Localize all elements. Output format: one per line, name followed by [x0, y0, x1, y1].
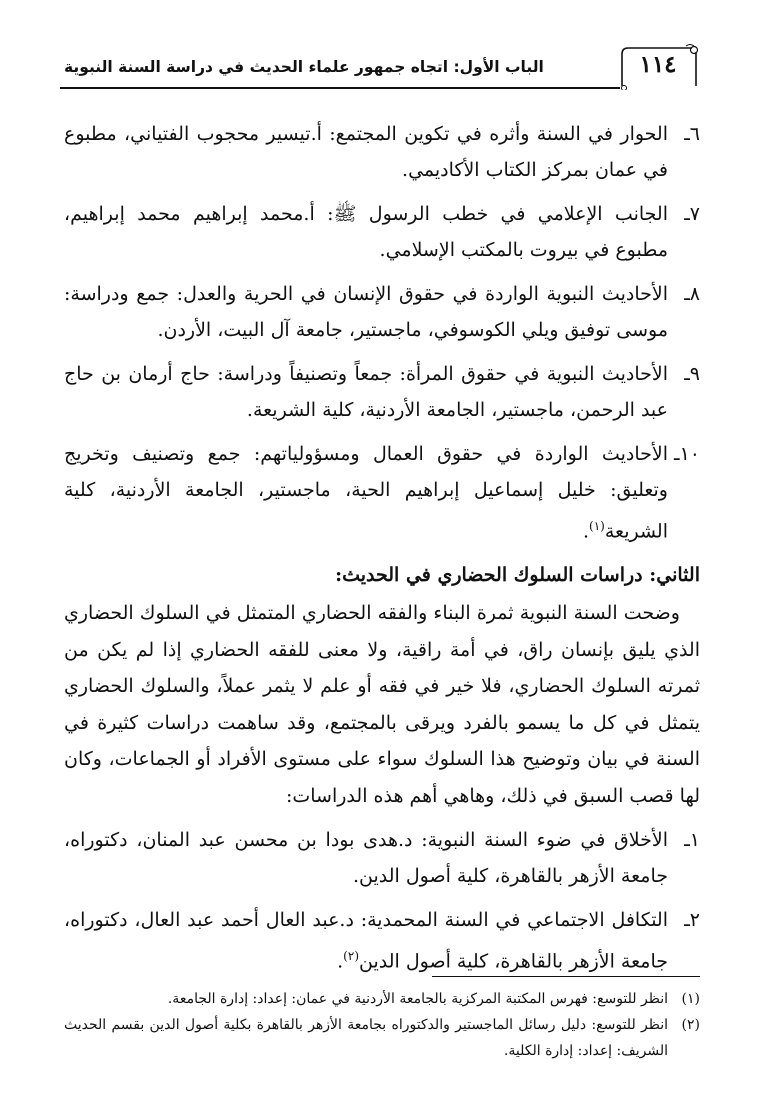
header-divider: [60, 87, 620, 89]
item-text: الأخلاق في ضوء السنة النبوية: د.هدى بودا بن محسن عبد المنان، دكتوراه، جامعة الأزهر بالقاهرة، كلية أصول الدين.: [64, 829, 668, 888]
footnote-divider: [432, 976, 700, 977]
list-item: [64, 196, 700, 268]
list-item: [64, 356, 700, 428]
item-text: [64, 436, 668, 549]
item-number: ١ـ: [684, 829, 700, 852]
list-item: [64, 276, 700, 348]
list-item: [64, 822, 700, 894]
item-text-body: الأحاديث الواردة في حقوق العمال ومسؤولياتهم: جمع وتصنيف وتخريج وتعليق: خليل إسماعيل إبراهيم الحية، ماجستير، الجامعة الأردنية، كلية الشريعة: [64, 443, 668, 543]
footnote-number: (٢): [681, 1017, 700, 1033]
item-number: ٨ـ: [684, 283, 700, 305]
item-text: [64, 902, 668, 979]
item-text-body: التكافل الاجتماعي في السنة المحمدية: د.عبد العال أحمد عبد العال، دكتوراه، جامعة الأزهر بالقاهرة، كلية أصول الدين: [64, 909, 668, 973]
footnote-text: انظر للتوسع: دليل رسائل الماجستير والدكتوراه بجامعة الأزهر بالقاهرة بكلية أصول الدين بقسم الحديث الشريف: إعداد: إدارة الكلية.: [64, 1017, 668, 1059]
item-text: الحوار في السنة وأثره في تكوين المجتمع: أ.تيسير محجوب الفتياني، مطبوع في عمان بمركز الكتاب الأكاديمي.: [64, 123, 668, 181]
chapter-title: الباب الأول: اتجاه جمهور علماء الحديث في دراسة السنة النبوية: [64, 58, 544, 76]
footnote: [64, 986, 700, 1012]
item-text-tail: .: [582, 520, 590, 543]
list-item: [64, 902, 700, 979]
body-paragraph: وضحت السنة النبوية ثمرة البناء والفقه الحضاري المتمثل في السلوك الحضاري الذي يليق بإنسان راق، في أمة راقية، ولا معنى للفقه الحضاري إذا لم يكن من ثمرته السلوك الحضاري، فلا خير في فقه أو علم لا يثمر عملاً، والسلوك الحضاري يتمثل في كل ما يسمو بالفرد ويرقى بالمجتمع، وقد ساهمت دراسات كثيرة في السنة في بيان وتوضيح هذا السلوك سواء على مستوى الأفراد أو الجماعات، وكان لها قصب السبق في ذلك، وهاهي أهم هذه الدراسات:: [64, 602, 700, 807]
item-text-tail: .: [337, 950, 344, 973]
item-number: ٦ـ: [684, 123, 700, 145]
footnotes: [64, 986, 700, 1064]
footnote: [64, 1012, 700, 1064]
page-number: ١١٤: [639, 51, 677, 78]
item-number: ٧ـ: [684, 203, 700, 225]
footnote-text: انظر للتوسع: فهرس المكتبة المركزية بالجامعة الأردنية في عمان: إعداد: إدارة الجامعة.: [167, 991, 668, 1007]
item-number: ١٠ـ: [674, 443, 700, 465]
item-number: ٩ـ: [684, 363, 700, 385]
main-content: [64, 116, 700, 988]
page-header: [60, 44, 700, 100]
item-text: الأحاديث النبوية الواردة في حقوق الإنسان في الحرية والعدل: جمع ودراسة: موسى توفيق ويلي الكوسوفي، ماجستير، جامعة آل البيت، الأردن.: [64, 283, 668, 341]
item-text: الجانب الإعلامي في خطب الرسول ﷺ: أ.محمد إبراهيم محمد إبراهيم، مطبوع في بيروت بالمكتب الإسلامي.: [64, 203, 668, 261]
section-heading: الثاني: دراسات السلوك الحضاري في الحديث:: [335, 564, 700, 587]
item-text: الأحاديث النبوية في حقوق المرأة: جمعاً وتصنيفاً ودراسة: حاج أرمان بن حاج عبد الرحمن، ماجستير، الجامعة الأردنية، كلية الشريعة.: [64, 363, 668, 421]
footnote-ref[interactable]: (٢): [343, 949, 359, 964]
footnote-ref[interactable]: (١): [589, 519, 605, 533]
item-number: ٢ـ: [684, 909, 700, 932]
footnote-number: (١): [681, 991, 700, 1007]
page-number-frame: [616, 44, 700, 90]
list-item: [64, 436, 700, 549]
list-item: [64, 116, 700, 188]
